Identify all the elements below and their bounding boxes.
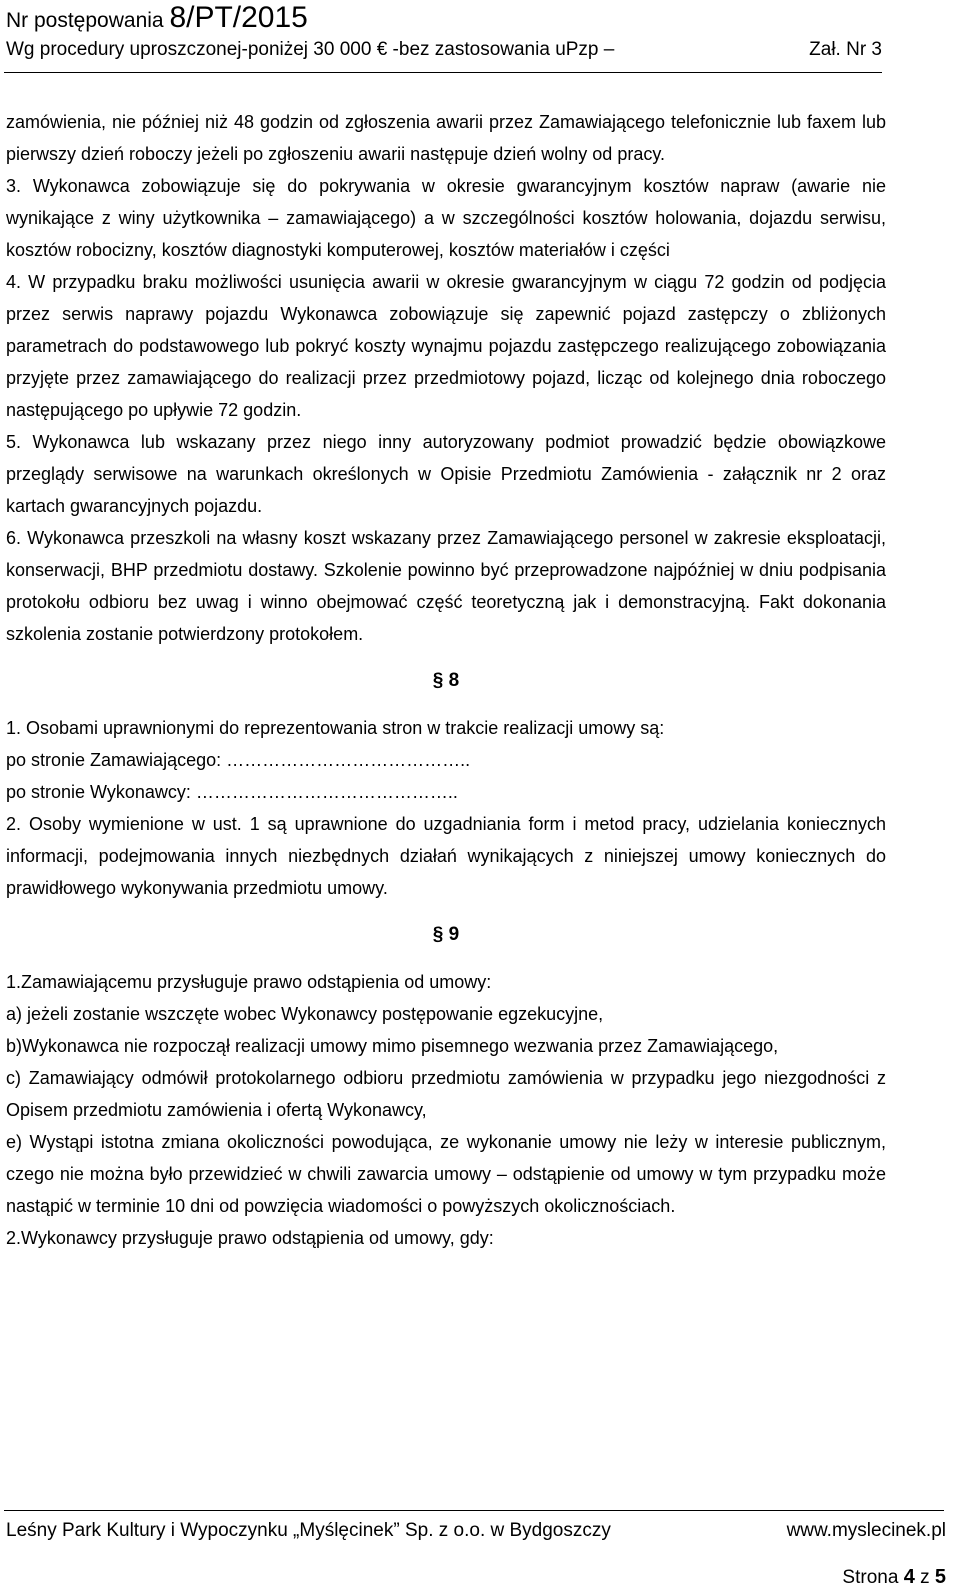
page-current: 4 <box>903 1566 915 1588</box>
section-8-point-2: 2. Osoby wymienione w ust. 1 są uprawnione do uzgadniania form i metod pracy, udzielania koniecznych informacji, podejmowania innych niezbędnych działań wynikających z niniejszej umowy koniecznych do prawidłowego wykonywania przedmiotu umowy. <box>6 814 886 898</box>
procedure-line <box>6 37 882 63</box>
section-9-heading: § 9 <box>432 924 460 945</box>
section-8-point-1: 1. Osobami uprawnionymi do reprezentowania stron w trakcie realizacji umowy są: <box>6 718 665 738</box>
page-total: 5 <box>934 1566 946 1588</box>
section-9-point-1: 1.Zamawiającemu przysługuje prawo odstąpienia od umowy: <box>6 972 492 992</box>
footer-divider <box>4 1510 944 1511</box>
paragraph-5: 5. Wykonawca lub wskazany przez niego inny autoryzowany podmiot prowadzić będzie obowiązkowe przeglądy serwisowe na warunkach określonych w Opisie Przedmiotu Zamówienia - załącznik nr 2 oraz kartach gwarancyjnych pojazdu. <box>6 432 886 516</box>
footer-organization: Leśny Park Kultury i Wypoczynku „Myślęcinek” Sp. z o.o. w Bydgoszczy <box>6 1520 611 1541</box>
paragraph-continued: zamówienia, nie później niż 48 godzin od zgłoszenia awarii przez Zamawiającego telefonicznie lub faxem lub pierwszy dzień roboczy jeżeli po zgłoszeniu awarii następuje dzień wolny od pracy. <box>6 112 886 164</box>
page-of: z <box>914 1567 935 1588</box>
paragraph-6: 6. Wykonawca przeszkoli na własny koszt wskazany przez Zamawiającego personel w zakresie eksploatacji, konserwacji, BHP przedmiotu dostawy. Szkolenie powinno być przeprowadzone najpóźniej w dniu podpisania protokołu odbioru bez uwag i winno obejmować część teoretyczną jak i demonstracyjną. Fakt dokonania szkolenia zostanie potwierdzony protokołem. <box>6 528 886 644</box>
section-9-item-e: e) Wystąpi istotna zmiana okoliczności powodująca, ze wykonanie umowy nie leży w interesie publicznym, czego nie można było przewidzieć w chwili zawarcia umowy – odstąpienie od umowy w tym przypadku może nastąpić w terminie 10 dni od powzięcia wiadomości o powyższych okolicznościach. <box>6 1132 886 1216</box>
document-body <box>6 106 886 1254</box>
case-number: 8/PT/2015 <box>169 1 308 34</box>
footer-website[interactable]: www.myslecinek.pl <box>786 1520 946 1541</box>
case-number-line <box>6 2 882 37</box>
header-divider <box>4 72 882 73</box>
paragraph-3: 3. Wykonawca zobowiązuje się do pokrywania w okresie gwarancyjnym kosztów napraw (awarie nie wynikające z winy użytkownika – zamawiającego) a w szczególności kosztów holowania, dojazdu serwisu, kosztów robocizny, kosztów diagnostyki komputerowej, kosztów materiałów i części <box>6 176 886 260</box>
representative-zamawiajacy: po stronie Zamawiającego: ………………………………….. <box>6 750 471 770</box>
attachment-label: Zał. Nr 3 <box>809 39 882 60</box>
case-prefix: Nr postępowania <box>6 9 170 32</box>
section-8-heading: § 8 <box>432 670 460 691</box>
page-number <box>842 1564 946 1591</box>
page-header <box>6 2 882 63</box>
page-label: Strona <box>842 1567 904 1588</box>
section-9-point-2: 2.Wykonawcy przysługuje prawo odstąpienia od umowy, gdy: <box>6 1228 494 1248</box>
representative-wykonawca: po stronie Wykonawcy: …………………………………….. <box>6 782 458 802</box>
section-9-item-c: c) Zamawiający odmówił protokolarnego odbioru przedmiotu zamówienia w przypadku jego niezgodności z Opisem przedmiotu zamówienia i ofertą Wykonawcy, <box>6 1068 886 1120</box>
paragraph-4: 4. W przypadku braku możliwości usunięcia awarii w okresie gwarancyjnym w ciągu 72 godzin od podjęcia przez serwis naprawy pojazdu Wykonawca zobowiązuje się zapewnić pojazd zastępczy o zbliżonych parametrach do podstawowego lub pokryć koszty wynajmu pojazdu zastępczego realizującego zobowiązania przyjęte przez zamawiającego do realizacji przez przedmiotowy pojazd, licząc od kolejnego dnia roboczego następującego po upływie 72 godzin. <box>6 272 886 420</box>
section-9-item-b: b)Wykonawca nie rozpoczął realizacji umowy mimo pisemnego wezwania przez Zamawiającego, <box>6 1036 779 1056</box>
section-9-item-a: a) jeżeli zostanie wszczęte wobec Wykonawcy postępowanie egzekucyjne, <box>6 1004 604 1024</box>
procedure-text: Wg procedury uproszczonej-poniżej 30 000 € -bez zastosowania uPzp – <box>6 39 615 60</box>
